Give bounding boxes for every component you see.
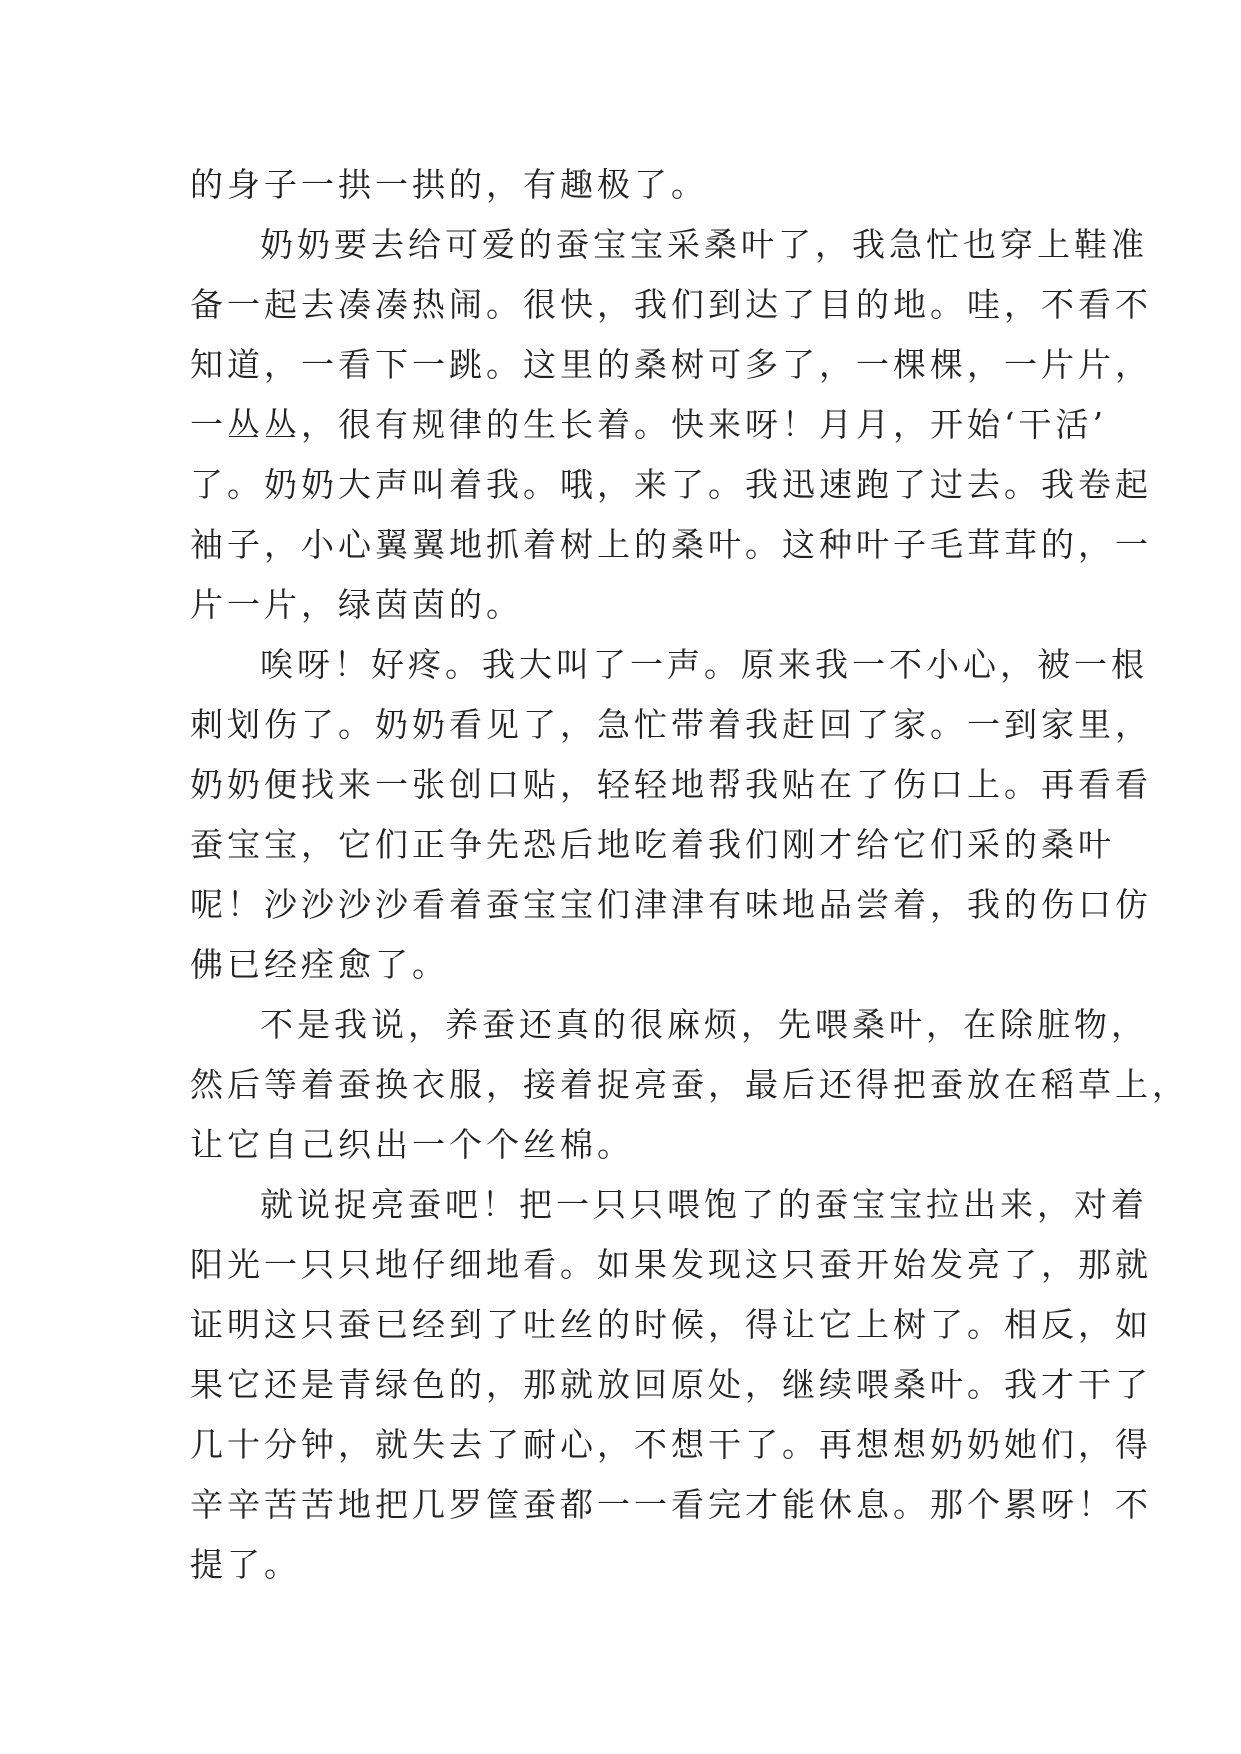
text-line: 就说捉亮蚕吧！把一只只喂饱了的蚕宝宝拉出来，对着 bbox=[260, 1185, 1148, 1224]
text-line: 呢！沙沙沙沙看着蚕宝宝们津津有味地品尝着，我的伤口仿 bbox=[190, 885, 1152, 924]
paragraph bbox=[190, 635, 1152, 995]
text-line: 唉呀！好疼。我大叫了一声。原来我一不小心，被一根 bbox=[260, 645, 1148, 684]
paragraph bbox=[190, 155, 1070, 215]
text-line: 蚕宝宝，它们正争先恐后地吃着我们刚才给它们采的桑叶 bbox=[190, 825, 1115, 864]
text-line: 知道，一看下一跳。这里的桑树可多了，一棵棵，一片片， bbox=[190, 345, 1152, 384]
text-line: 了。奶奶大声叫着我。哦，来了。我迅速跑了过去。我卷起 bbox=[190, 465, 1152, 504]
text-line: 果它还是青绿色的，那就放回原处，继续喂桑叶。我才干了 bbox=[190, 1365, 1152, 1404]
paragraph bbox=[190, 215, 1152, 635]
text-line: 一丛丛，很有规律的生长着。快来呀！月月，开始‘干活’ bbox=[190, 405, 1107, 444]
text-line: 佛已经痊愈了。 bbox=[190, 945, 449, 984]
text-line: 片一片，绿茵茵的。 bbox=[190, 585, 523, 624]
text-line: 奶奶便找来一张创口贴，轻轻地帮我贴在了伤口上。再看看 bbox=[190, 765, 1152, 804]
essay-body bbox=[190, 155, 1189, 1595]
text-line: 不是我说，养蚕还真的很麻烦，先喂桑叶，在除脏物， bbox=[260, 1005, 1148, 1044]
text-line: 几十分钟，就失去了耐心，不想干了。再想想奶奶她们，得 bbox=[190, 1425, 1152, 1464]
paragraph bbox=[190, 995, 1189, 1175]
text-line: 让它自己织出一个个丝棉。 bbox=[190, 1125, 634, 1164]
text-line: 提了。 bbox=[190, 1545, 301, 1584]
text-line: 然后等着蚕换衣服，接着捉亮蚕，最后还得把蚕放在稻草上， bbox=[190, 1065, 1189, 1104]
text-line: 的身子一拱一拱的，有趣极了。 bbox=[190, 165, 708, 204]
text-line: 袖子，小心翼翼地抓着树上的桑叶。这种叶子毛茸茸的，一 bbox=[190, 525, 1152, 564]
text-line: 备一起去凑凑热闹。很快，我们到达了目的地。哇，不看不 bbox=[190, 285, 1152, 324]
text-line: 阳光一只只地仔细地看。如果发现这只蚕开始发亮了，那就 bbox=[190, 1245, 1152, 1284]
text-line: 证明这只蚕已经到了吐丝的时候，得让它上树了。相反，如 bbox=[190, 1305, 1152, 1344]
paragraph bbox=[190, 1175, 1152, 1595]
text-line: 奶奶要去给可爱的蚕宝宝采桑叶了，我急忙也穿上鞋准 bbox=[260, 225, 1148, 264]
text-line: 辛辛苦苦地把几罗筐蚕都一一看完才能休息。那个累呀！不 bbox=[190, 1485, 1152, 1524]
text-line: 刺划伤了。奶奶看见了，急忙带着我赶回了家。一到家里， bbox=[190, 705, 1152, 744]
